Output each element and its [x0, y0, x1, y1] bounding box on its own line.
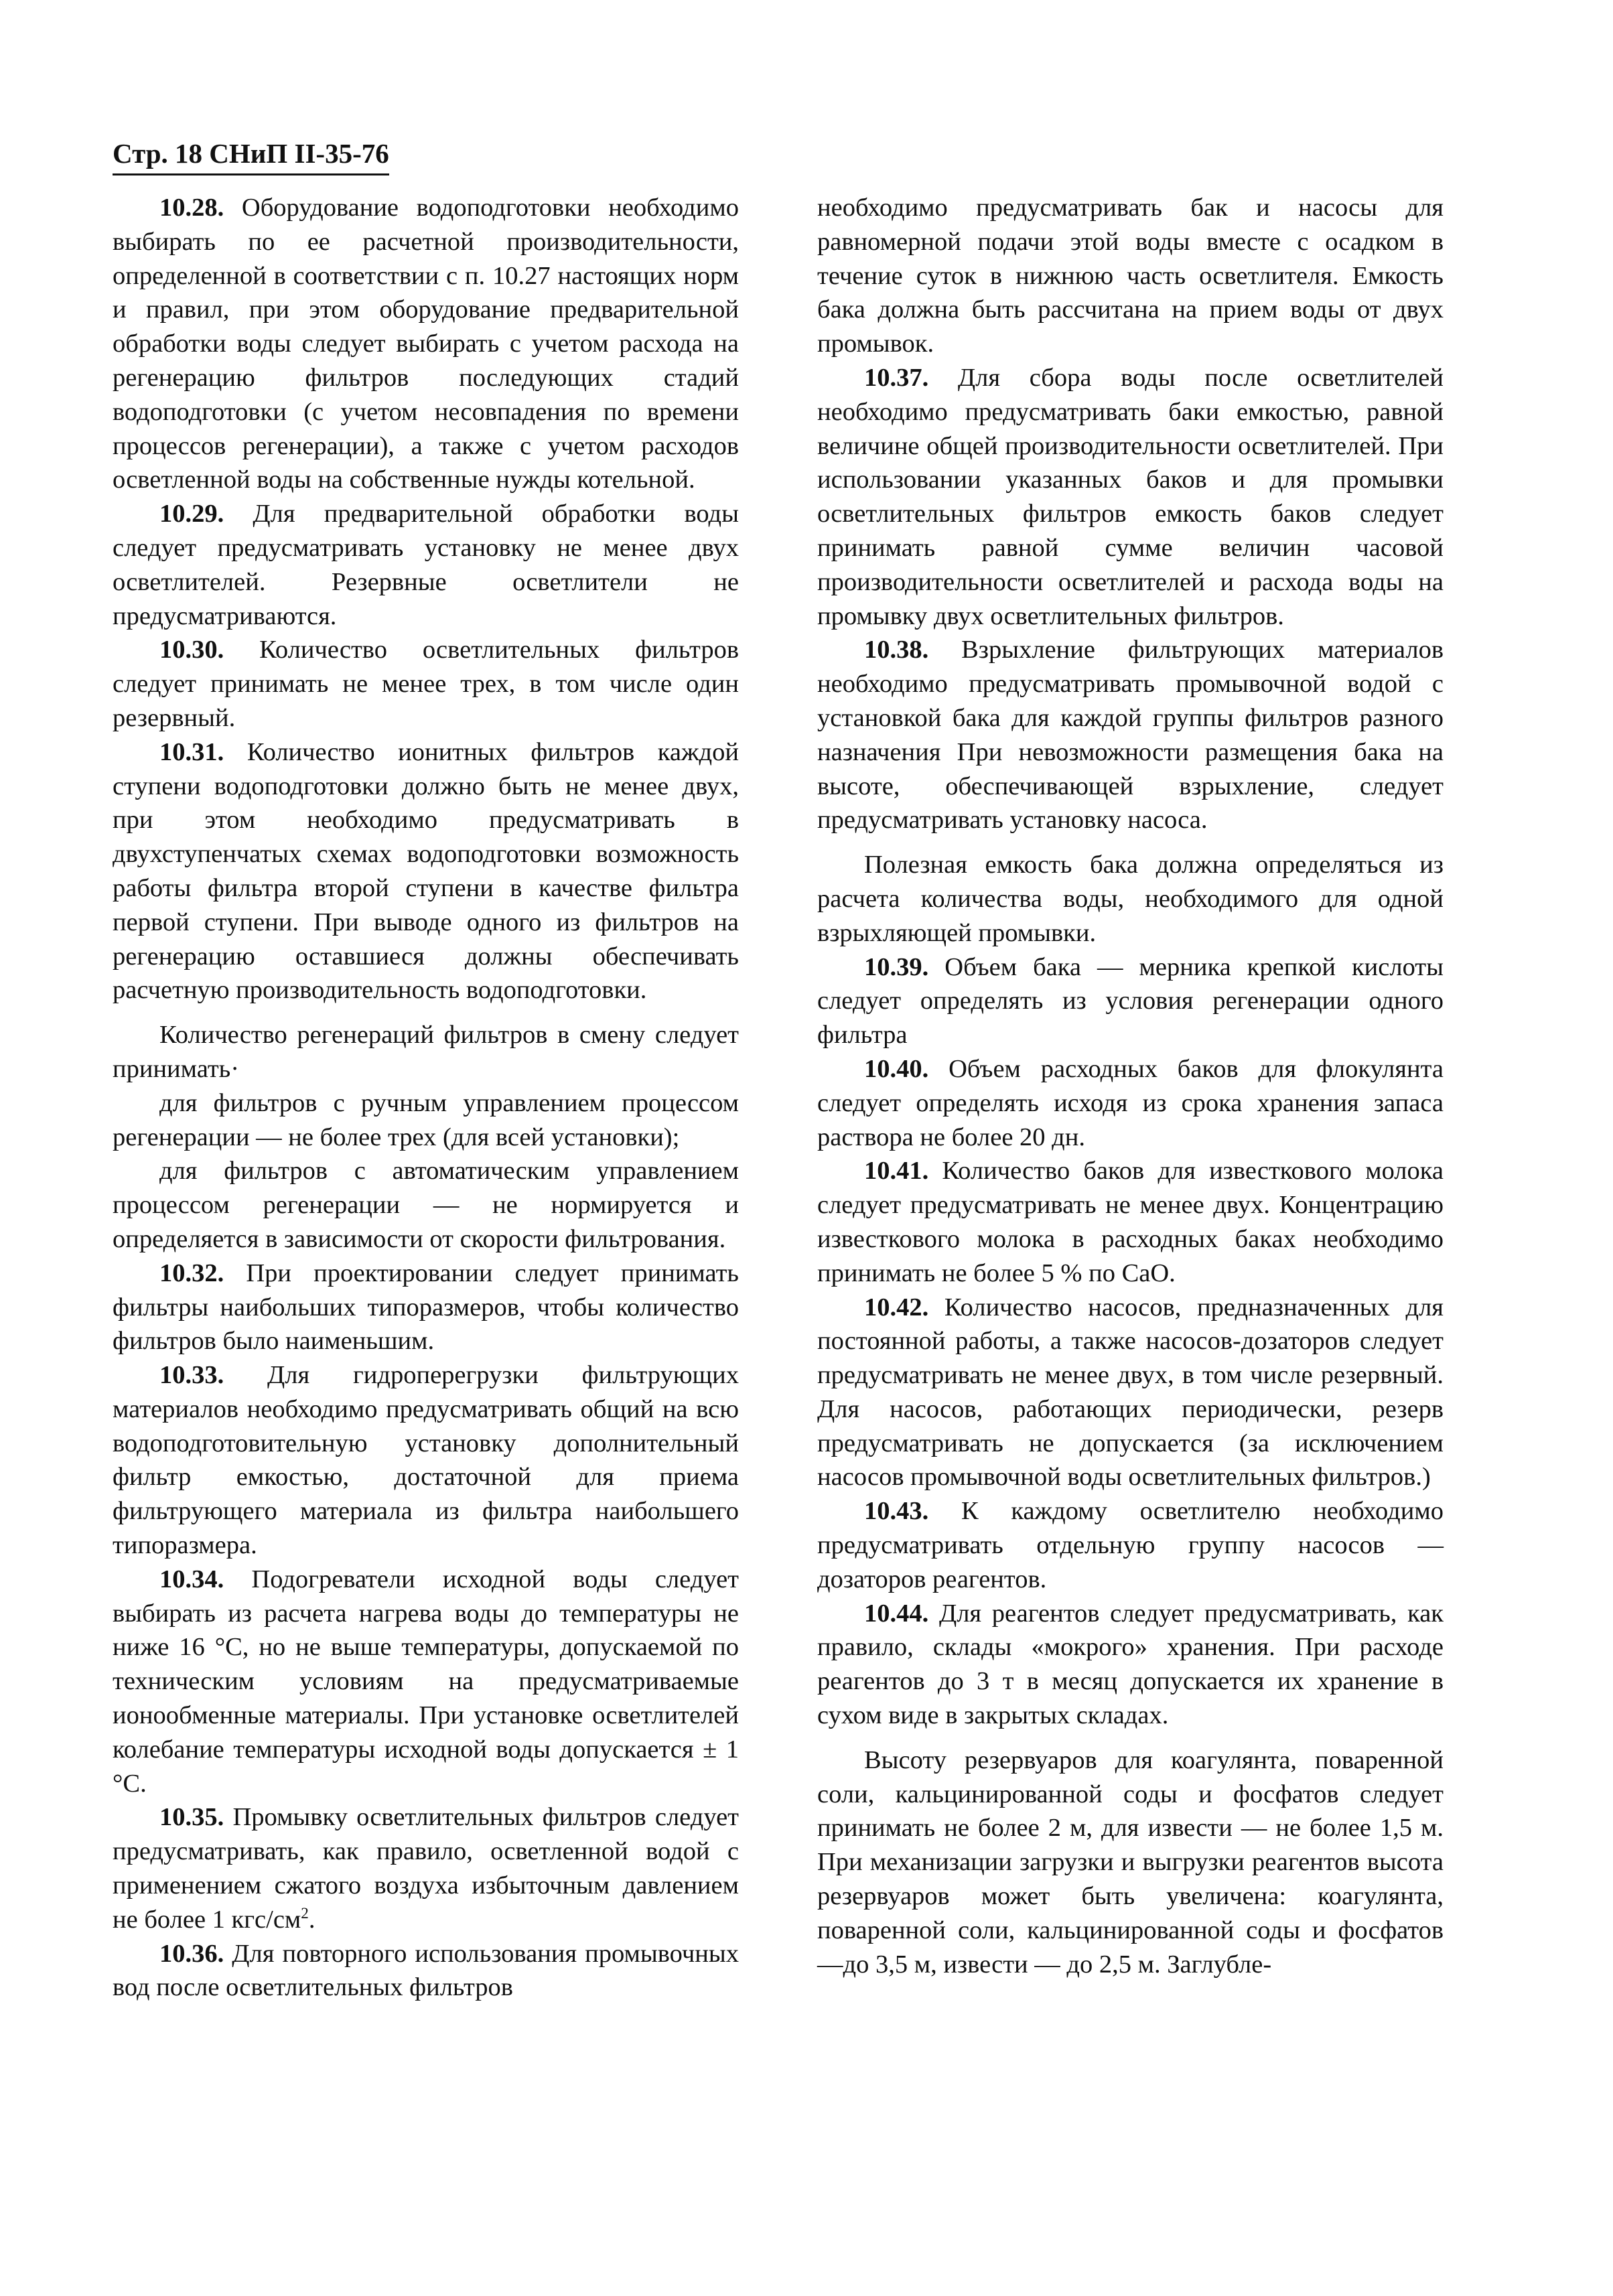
clause-10-42: [817, 1291, 1444, 1495]
left-column: [113, 191, 739, 2005]
clause-number: 10.33.: [159, 1361, 224, 1390]
clause-text: Для предварительной обработки воды следует предусматривать установку не менее двух осветлителей. Резервные осветлители не предусматриваются.: [113, 500, 739, 630]
clause-10-28: [113, 191, 739, 497]
clause-10-34: [113, 1563, 739, 1801]
clause-text: Количество осветлительных фильтров следует принимать не менее трех, в том числе один резервный.: [113, 636, 739, 732]
clause-10-30: [113, 633, 739, 735]
clause-text: Количество насосов, предназначенных для постоянной работы, а также насосов-дозаторов следует предусматривать не менее двух, в том числе резервный. Для насосов, работающих периодически, резерв предусматривать не допускается (за исключением насосов промывочной воды осветлительных фильтров.): [817, 1293, 1444, 1492]
paragraph-continuation: [817, 191, 1444, 361]
clause-number: 10.35.: [159, 1803, 224, 1832]
clause-10-40: [817, 1052, 1444, 1154]
clause-text: Для реагентов следует предусматривать, как правило, склады «мокрого» хранения. При расходе реагентов до 3 т в месяц допускается их хранение в сухом виде в закрытых складах.: [817, 1599, 1444, 1730]
clause-number: 10.31.: [159, 737, 224, 766]
clause-10-29: [113, 497, 739, 633]
clause-text-tail: .: [308, 1905, 315, 1934]
clause-text: Количество ионитных фильтров каждой ступени водоподготовки должно быть не менее двух, при этом необходимо предусматривать в двухступенчатых схемах водоподготовки возможность работы фильтра второй ступени в качестве фильтра первой ступени. При выводе одного из фильтров на регенерацию оставшиеся должны обеспечивать расчетную производительность водоподготовки.: [113, 737, 739, 1005]
clause-number: 10.42.: [864, 1293, 929, 1321]
clause-text: При проектировании следует принимать фильтры наибольших типоразмеров, чтобы количество фильтров было наименьшим.: [113, 1259, 739, 1356]
clause-text: Объем бака — мерника крепкой кислоты следует определять из условия регенерации одного фильтра: [817, 952, 1444, 1050]
clause-text: Объем расходных баков для флокулянта следует определять исходя из срока хранения запаса раствора не более 20 дн.: [817, 1054, 1444, 1151]
clause-text: Для сбора воды после осветлителей необходимо предусматривать баки емкостью, равной величине общей производительности осветлителей. При использовании указанных баков и для промывки осветлительных фильтров емкость баков следует принимать равной сумме величин часовой производительности осветлителей и расхода воды на промывку двух осветлительных фильтров.: [817, 363, 1444, 630]
clause-text: Количество баков для известкового молока следует предусматривать не менее двух. Концентрацию известкового молока в расходных баках необходимо принимать не более 5 % по СаО.: [817, 1157, 1444, 1287]
paragraph-text: Полезная емкость бака должна определяться из расчета количества воды, необходимого для одной взрыхляющей промывки.: [817, 851, 1444, 947]
page-header: Стр. 18 СНиП II-35-76: [113, 137, 389, 175]
clause-10-43: [817, 1494, 1444, 1596]
paragraph-text: Высоту резервуаров для коагулянта, поваренной соли, кальцинированной соды и фосфатов следует принимать не более 2 м, для извести — не более 1,5 м. При механизации загрузки и выгрузки реагентов высота резервуаров может быть увеличена: коагулянта, поваренной соли, кальцинированной соды и фосфатов —до 3,5 м, извести — до 2,5 м. Заглубле-: [817, 1745, 1444, 1979]
clause-number: 10.39.: [864, 952, 929, 981]
superscript: 2: [301, 1904, 309, 1922]
clause-number: 10.34.: [159, 1565, 224, 1593]
paragraph-automatic-control: [113, 1154, 739, 1256]
clause-number: 10.41.: [864, 1157, 929, 1186]
clause-number: 10.44.: [864, 1599, 929, 1628]
clause-number: 10.29.: [159, 500, 224, 528]
clause-text: Оборудование водоподготовки необходимо выбирать по ее расчетной производительности, определенной в соответствии с п. 10.27 настоящих норм и правил, при этом оборудование предварительной обработки воды следует выбирать с учетом расхода на регенерацию фильтров последующих стадий водоподготовки (с учетом несовпадения по времени процессов регенерации), а также с учетом расходов осветленной воды на собственные нужды котельной.: [113, 194, 739, 494]
clause-number: 10.43.: [864, 1497, 929, 1526]
paragraph-text: для фильтров с ручным управлением процессом регенерации — не более трех (для всей установки);: [113, 1088, 739, 1151]
paragraph-reservoir-height: [817, 1743, 1444, 1982]
right-column: [817, 191, 1444, 1981]
clause-10-44: [817, 1597, 1444, 1733]
clause-text: Для повторного использования промывочных вод после осветлительных фильтров: [113, 1939, 739, 2002]
clause-10-41: [817, 1154, 1444, 1290]
paragraph-text: для фильтров с автоматическим управлением процессом регенерации — не нормируется и определяется в зависимости от скорости фильтрования.: [113, 1157, 739, 1253]
clause-10-33: [113, 1358, 739, 1563]
clause-text: Для гидроперегрузки фильтрующих материалов необходимо предусматривать общий на всю водоподготовительную установку дополнительный фильтр емкостью, достаточной для приема фильтрующего материала из фильтра наибольшего типоразмера.: [113, 1361, 739, 1560]
clause-text: Промывку осветлительных фильтров следует предусматривать, как правило, осветленной водой с применением сжатого воздуха избыточным давлением не более 1 кгс/см: [113, 1803, 739, 1934]
paragraph-manual-control: [113, 1086, 739, 1155]
clause-10-32: [113, 1257, 739, 1358]
clause-10-38: [817, 633, 1444, 837]
clause-number: 10.37.: [864, 363, 929, 392]
clause-text: Подогреватели исходной воды следует выбирать из расчета нагрева воды до температуры не ниже 16 °С, но не выше температуры, допускаемой по техническим условиям на предусматриваемые ионообменные материалы. При установке осветлителей колебание температуры исходной воды допускается ± 1 °С.: [113, 1565, 739, 1798]
clause-number: 10.28.: [159, 194, 224, 222]
clause-text: Взрыхление фильтрующих материалов необходимо предусматривать промывочной водой с установкой бака для каждой группы фильтров разного назначения При невозможности размещения бака на высоте, обеспечивающей взрыхление, следует предусматривать установку насоса.: [817, 636, 1444, 835]
clause-10-36: [113, 1937, 739, 2005]
paragraph-text: необходимо предусматривать бак и насосы для равномерной подачи этой воды вместе с осадком в течение суток в нижнюю часть осветлителя. Емкость бака должна быть рассчитана на прием воды от двух промывок.: [817, 194, 1444, 358]
clause-number: 10.32.: [159, 1259, 224, 1287]
clause-number: 10.40.: [864, 1054, 929, 1083]
clause-10-35: [113, 1800, 739, 1936]
clause-number: 10.36.: [159, 1939, 224, 1968]
clause-text: К каждому осветлителю необходимо предусматривать отдельную группу насосов — дозаторов реагентов.: [817, 1497, 1444, 1593]
paragraph-regenerations: [113, 1018, 739, 1086]
paragraph-tank-capacity: [817, 848, 1444, 950]
clause-10-37: [817, 361, 1444, 633]
clause-10-31: [113, 735, 739, 1007]
clause-number: 10.38.: [864, 636, 929, 664]
paragraph-text: Количество регенераций фильтров в смену следует принимать·: [113, 1021, 739, 1083]
clause-number: 10.30.: [159, 636, 224, 664]
clause-10-39: [817, 950, 1444, 1052]
